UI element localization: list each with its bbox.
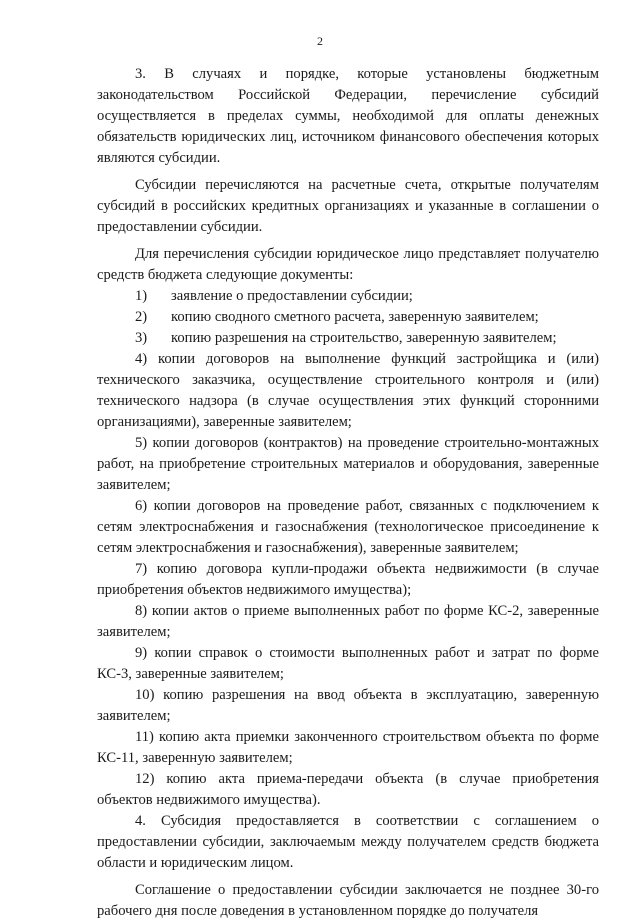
document-item-6: 6) копии договоров на проведение работ, связанных с подключением к сетям электроснабжения и газоснабжения (технологическое присоединение к сетям электроснабжения и газоснабжения), заверенные заявителем;	[97, 498, 599, 556]
list-item-number: 1)	[135, 288, 148, 304]
document-item-4: 4) копии договоров на выполнение функций застройщика и (или) технического заказчика, осуществление строительного контроля и (или) технического надзора (в случае осуществления этих функций сторонними организациями), заверенные заявителем;	[97, 351, 599, 430]
list-item-number: 2)	[135, 309, 148, 325]
paragraph-documents-intro: Для перечисления субсидии юридическое лицо представляет получателю средств бюджета следующие документы:	[97, 246, 599, 283]
paragraph-agreement-deadline: Соглашение о предоставлении субсидии заключается не позднее 30-го рабочего дня после доведения в установленном порядке до получателя	[97, 882, 599, 919]
list-item	[97, 307, 599, 328]
paragraph-transfer-accounts: Субсидии перечисляются на расчетные счета, открытые получателям субсидий в российских кредитных организациях и указанные в соглашении о предоставлении субсидии.	[97, 177, 599, 235]
list-item-number: 3)	[135, 330, 148, 346]
document-item-7: 7) копию договора купли-продажи объекта недвижимости (в случае приобретения объектов недвижимого имущества);	[97, 561, 599, 598]
document-item-8: 8) копии актов о приеме выполненных работ по форме КС-2, заверенные заявителем;	[97, 603, 599, 640]
paragraph-item-3: 3. В случаях и порядке, которые установлены бюджетным законодательством Российской Федерации, перечисление субсидий осуществляется в пределах суммы, необходимой для оплаты денежных обязательств юридических лиц, источником финансового обеспечения которых являются субсидии.	[97, 66, 599, 166]
list-item-text: копию разрешения на строительство, заверенную заявителем;	[171, 330, 557, 346]
document-item-11: 11) копию акта приемки законченного строительством объекта по форме КС-11, заверенную заявителем;	[97, 729, 599, 766]
page-number: 2	[317, 34, 323, 48]
list-item-text: заявление о предоставлении субсидии;	[171, 288, 413, 304]
list-item-text: копию сводного сметного расчета, заверенную заявителем;	[171, 309, 539, 325]
document-item-5: 5) копии договоров (контрактов) на проведение строительно-монтажных работ, на приобретение строительных материалов и оборудования, заверенные заявителем;	[97, 435, 599, 493]
document-body	[97, 64, 599, 922]
list-item	[97, 328, 599, 349]
list-item	[97, 286, 599, 307]
paragraph-item-4: 4. Субсидия предоставляется в соответствии с соглашением о предоставлении субсидии, заключаемым между получателем средств бюджета области и юридическим лицом.	[97, 813, 599, 871]
document-item-9: 9) копии справок о стоимости выполненных работ и затрат по форме КС-3, заверенные заявителем;	[97, 645, 599, 682]
document-item-10: 10) копию разрешения на ввод объекта в эксплуатацию, заверенную заявителем;	[97, 687, 599, 724]
document-item-12: 12) копию акта приема-передачи объекта (в случае приобретения объектов недвижимого имущества).	[97, 771, 599, 808]
